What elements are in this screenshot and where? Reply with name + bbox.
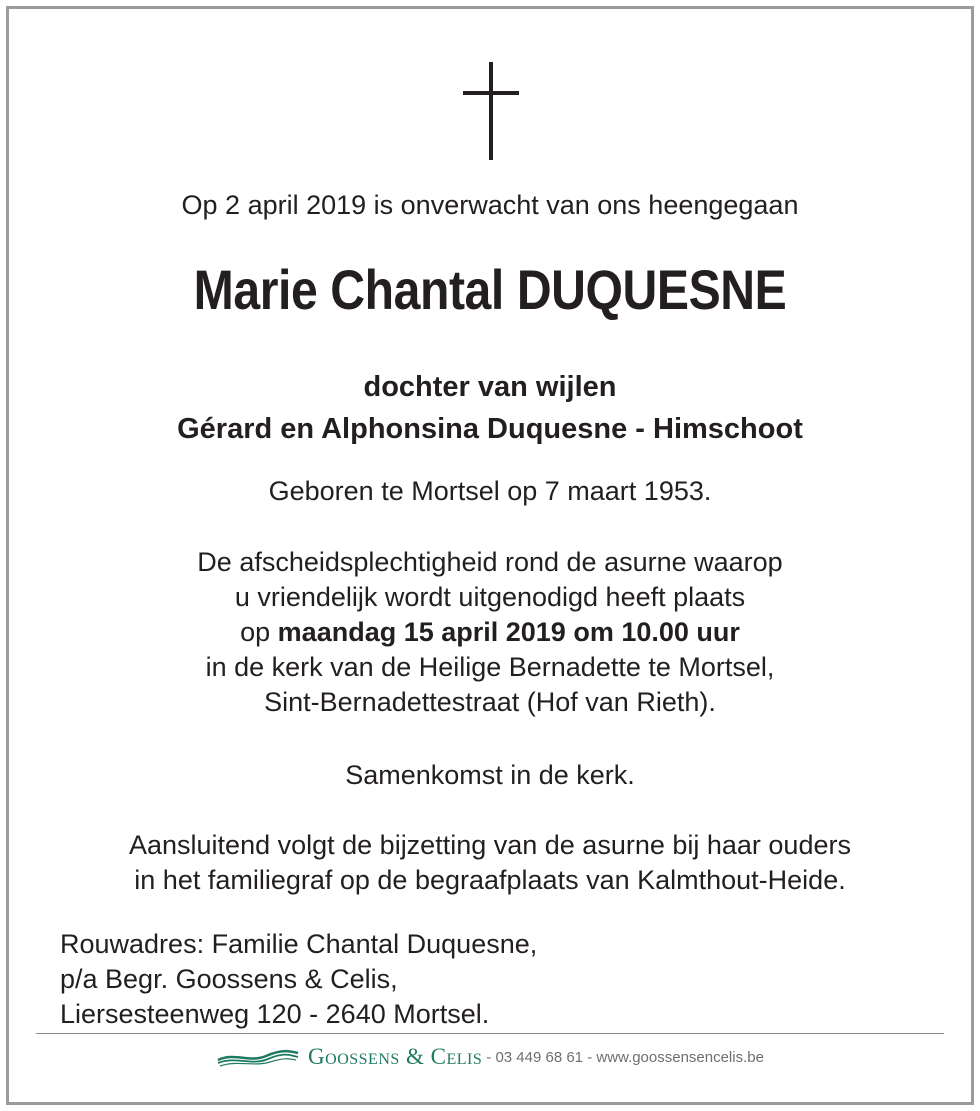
burial-line-2: in het familiegraf op de begraafplaats van Kalmthout-Heide. (134, 865, 846, 895)
footer-divider (36, 1033, 944, 1034)
burial-block (0, 828, 980, 898)
ceremony-date: maandag 15 april 2019 om 10.00 uur (277, 617, 740, 647)
address-line-1: Rouwadres: Familie Chantal Duquesne, (60, 929, 538, 959)
ceremony-line-5: Sint-Bernadettestraat (Hof van Rieth). (264, 687, 716, 717)
ceremony-line-3 (0, 615, 980, 650)
birth-info: Geboren te Mortsel op 7 maart 1953. (268, 476, 712, 506)
parents-line-2: Gérard en Alphonsina Duquesne - Himschoot (177, 413, 803, 445)
address-line-2: p/a Begr. Goossens & Celis, (60, 964, 398, 994)
deceased-name: Marie Chantal DUQUESNE (193, 258, 787, 321)
ceremony-line-4: in de kerk van de Heilige Bernadette te Mortsel, (205, 652, 775, 682)
address-line-3: Liersesteenweg 120 - 2640 Mortsel. (60, 999, 490, 1029)
cross-icon (459, 62, 523, 160)
parents-block (0, 366, 980, 450)
funeral-home-name: Goossens & Celis (308, 1044, 483, 1069)
intro-text: Op 2 april 2019 is onverwacht van ons heengegaan (181, 190, 799, 220)
funeral-home-contact: - 03 449 68 61 - www.goossensencelis.be (486, 1048, 764, 1066)
funeral-home-footer (0, 1040, 980, 1074)
wave-logo-icon (216, 1047, 300, 1067)
ceremony-date-prefix: op (240, 617, 271, 647)
ceremony-block (0, 545, 980, 720)
mourning-address (60, 927, 537, 1032)
ceremony-line-2: u vriendelijk wordt uitgenodigd heeft plaats (234, 582, 746, 612)
parents-line-1: dochter van wijlen (363, 371, 617, 403)
burial-line-1: Aansluitend volgt de bijzetting van de asurne bij haar ouders (129, 830, 851, 860)
ceremony-line-1: De afscheidsplechtigheid rond de asurne waarop (197, 547, 783, 577)
gathering-text: Samenkomst in de kerk. (345, 760, 635, 790)
